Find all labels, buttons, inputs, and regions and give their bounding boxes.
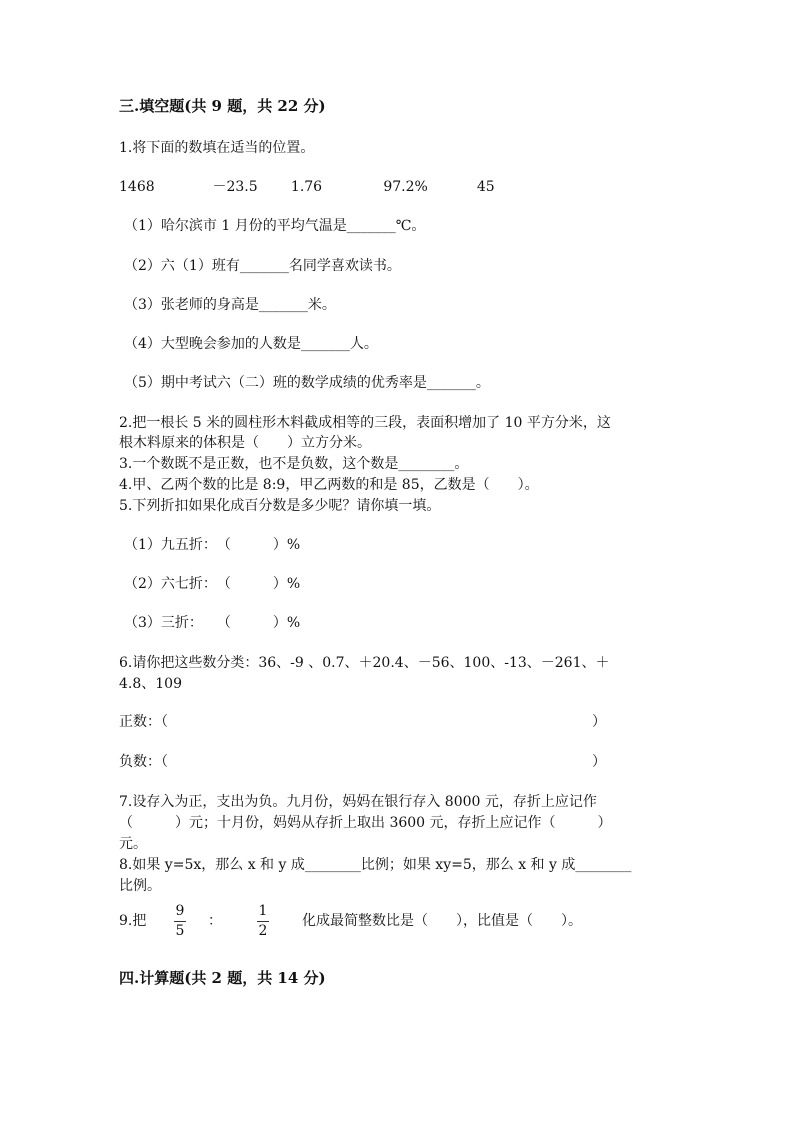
q5-item: （2）六七折： （ ）% (124, 576, 301, 592)
q1-item: （5）期中考试六（二）班的数学成绩的优秀率是_______。 (124, 375, 490, 391)
fraction-bar (257, 921, 269, 922)
q1-item: （2）六（1）班有_______名同学喜欢读书。 (124, 258, 401, 274)
q9-colon: ： (208, 913, 222, 929)
q2-line1: 2.把一根长 5 米的圆柱形木料截成相等的三段，表面积增加了 10 平方分米，这 (119, 415, 611, 431)
q1-number: －23.5 (212, 179, 258, 195)
q8-line2: 比例。 (119, 878, 161, 894)
q1-item: （3）张老师的身高是_______米。 (124, 297, 336, 313)
q6-negative-close: ） (592, 754, 606, 770)
q9-fraction-2 (257, 903, 269, 940)
q1-item: （1）哈尔滨市 1 月份的平均气温是_______℃。 (124, 218, 426, 234)
q6-positive-label: 正数：（ (119, 714, 168, 730)
q2-line2: 根木料原来的体积是（ ）立方分米。 (119, 435, 371, 451)
q5-item: （1）九五折： （ ）% (124, 537, 301, 553)
section3-heading: 三.填空题(共 9 题，共 22 分) (119, 97, 326, 115)
q9-fraction-2-numerator: 1 (258, 903, 268, 919)
q9-prefix: 9.把 (119, 913, 147, 929)
q6-negative-label: 负数：（ (119, 754, 168, 770)
q6-line2: 4.8、109 (119, 676, 182, 692)
q3: 3.一个数既不是正数，也不是负数，这个数是________。 (119, 456, 469, 472)
q1-number: 1.76 (290, 179, 323, 195)
q1-stem: 1.将下面的数填在适当的位置。 (119, 140, 315, 156)
q9-fraction-2-denominator: 2 (258, 923, 268, 939)
q1-number: 1468 (119, 179, 155, 195)
q1-number: 97.2% (383, 179, 428, 195)
q1-item: （4）大型晚会参加的人数是_______人。 (124, 336, 378, 352)
q9-suffix: 化成最简整数比是（ ），比值是（ ）。 (302, 913, 582, 929)
q6-line1: 6.请你把这些数分类：36、-9 、0.7、＋20.4、－56、100、-13、－261、＋ (119, 655, 610, 671)
q9-fraction-1-denominator: 5 (175, 923, 185, 939)
q1-number: 45 (476, 179, 495, 195)
q7-line2: （ ）元；十月份，妈妈从存折上取出 3600 元，存折上应记作（ ） (119, 815, 612, 831)
q7-line1: 7.设存入为正，支出为负。九月份，妈妈在银行存入 8000 元，存折上应记作 (119, 794, 597, 810)
q5-stem: 5.下列折扣如果化成百分数是多少呢？请你填一填。 (119, 498, 441, 514)
q6-positive-close: ） (592, 714, 606, 730)
q9-fraction-1 (174, 903, 186, 940)
q5-item: （3）三折： （ ）% (124, 615, 301, 631)
fraction-bar (174, 921, 186, 922)
q4: 4.甲、乙两个数的比是 8:9，甲乙两数的和是 85，乙数是（ ）。 (119, 477, 539, 493)
q8-line1: 8.如果 y=5x，那么 x 和 y 成________比例；如果 xy=5，那么 x 和 y 成________ (119, 857, 632, 873)
section4-heading: 四.计算题(共 2 题，共 14 分) (119, 969, 326, 987)
q9-fraction-1-numerator: 9 (175, 903, 185, 919)
q1-numbers (119, 177, 495, 197)
q7-line3: 元。 (119, 836, 147, 852)
